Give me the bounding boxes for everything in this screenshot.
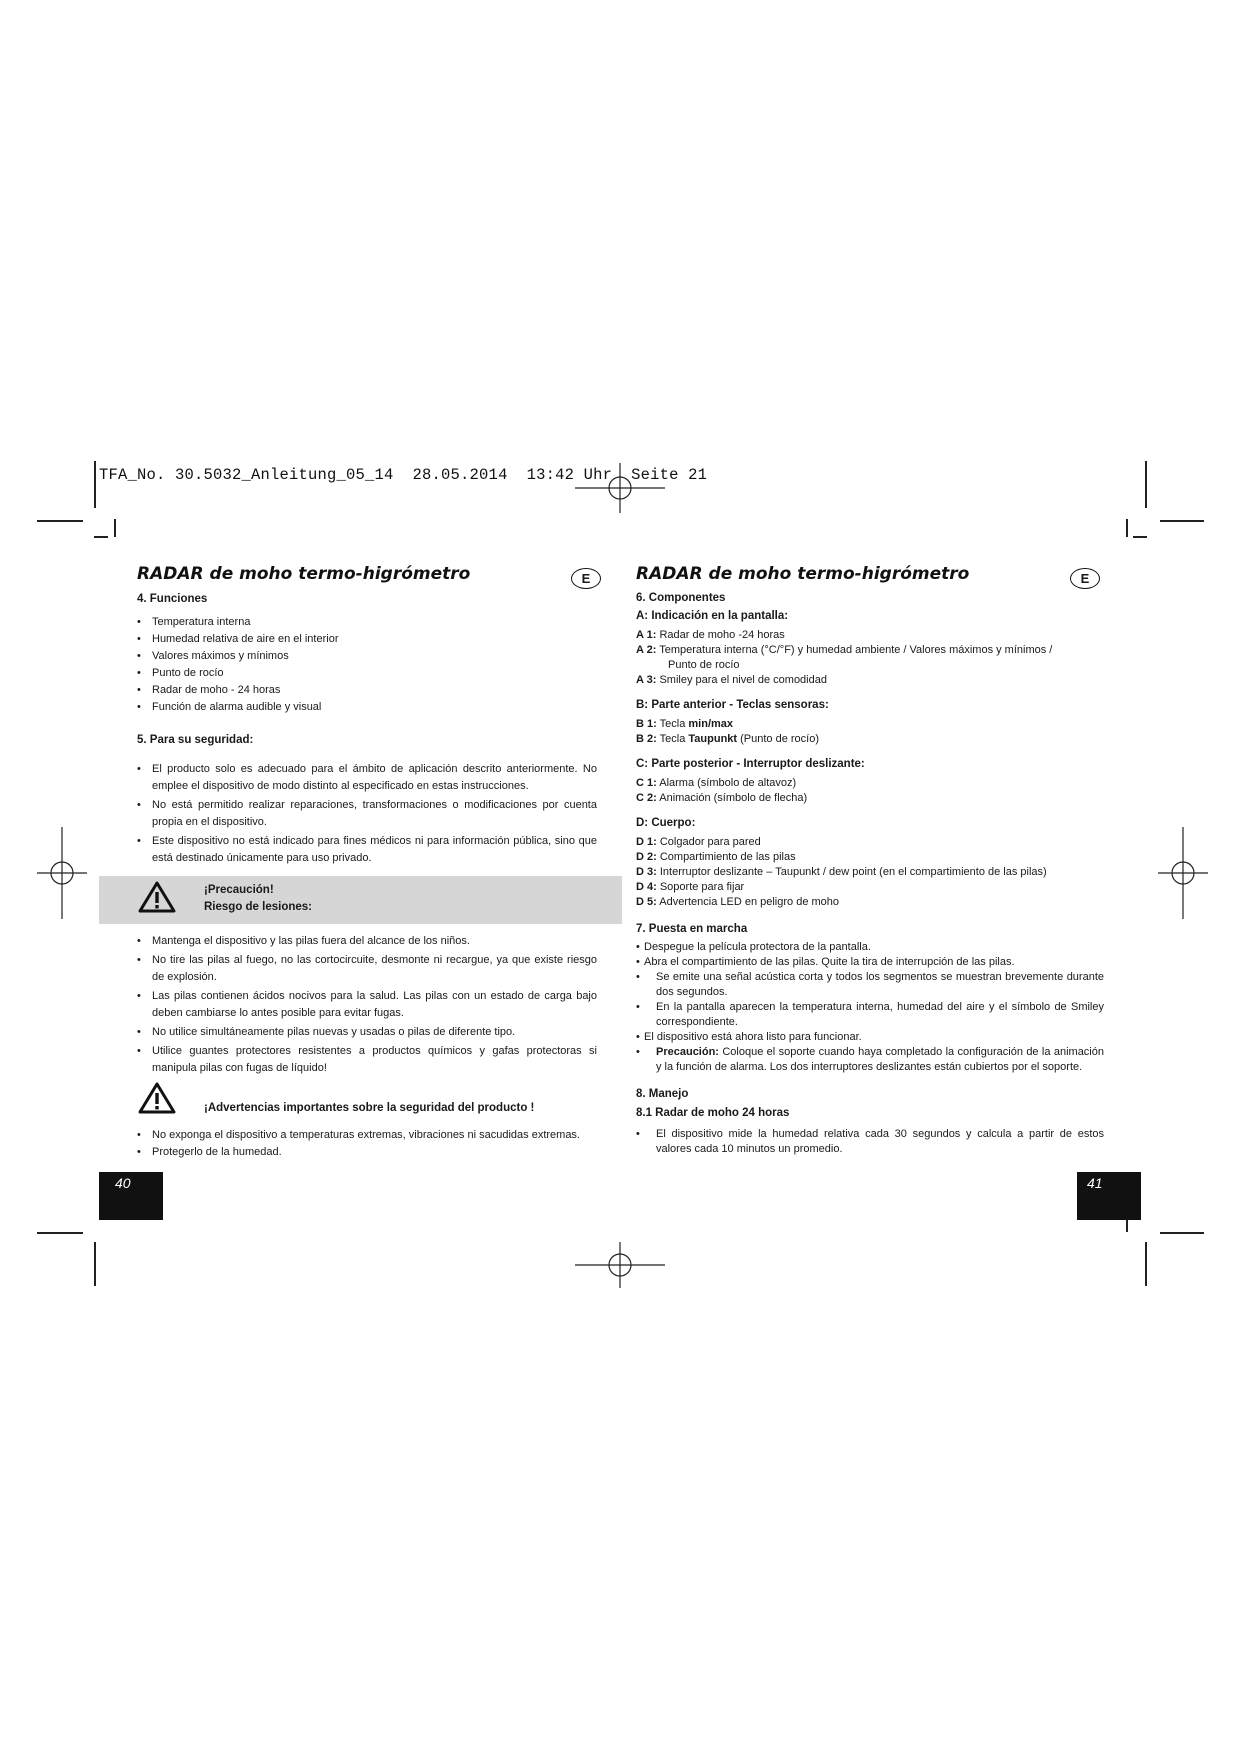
crop-mark [94,461,96,508]
caution-subtitle: Riesgo de lesiones: [204,901,313,913]
item-text: Advertencia LED en peligro de moho [659,896,840,908]
list-item: • Punto de rocío [137,665,597,682]
caution-text [204,882,312,916]
list-item [636,673,1104,688]
crop-mark [1126,519,1128,537]
item-label: A 3: [636,674,657,686]
item-text: Colgador para pared [659,836,761,848]
crop-mark [37,1232,83,1234]
left-page-number [99,1172,163,1220]
list-item [636,717,1104,732]
list-item [636,732,1104,747]
list-item: • Función de alarma audible y visual [137,699,597,716]
front-keys-heading: B: Parte anterior - Teclas sensoras: [636,699,829,711]
caution-band [99,876,622,924]
list-item: • Despegue la película protectora de la pantalla. [636,940,1104,955]
left-page-title: RADAR de moho termo-higrómetro [137,564,471,584]
display-heading: A: Indicación en la pantalla: [636,610,789,622]
crop-mark [1145,1242,1147,1286]
crop-mark [94,536,108,538]
list-item: • Las pilas contienen ácidos nocivos para la salud. Las pilas con un estado de carga bajo deben cambiarse lo antes posible para evitar fugas. [137,988,597,1022]
key-name: Taupunkt [688,733,738,745]
right-language-badge: E [1070,568,1100,589]
registration-mark-icon [575,463,665,513]
list-item: • No exponga el dispositivo a temperaturas extremas, vibraciones ni sacudidas extremas. [137,1127,607,1144]
crop-mark [1126,1220,1128,1232]
item-label: D 3: [636,866,657,878]
functions-heading: 4. Funciones [137,593,208,605]
item-label: D 5: [636,896,657,908]
list-item [636,895,1104,910]
list-item [636,643,1104,658]
list-item: • Protegerlo de la humedad. [137,1144,607,1161]
item-text: Interruptor deslizante – Taupunkt / dew point (en el compartimiento de las pilas) [659,866,1047,878]
list-item [636,628,1104,643]
crop-mark [1133,536,1147,538]
list-item: • Se emite una señal acústica corta y todos los segmentos se muestran brevemente durante dos segundos. [636,970,1104,1000]
crop-mark [94,1242,96,1286]
item-label: B 1: [636,718,657,730]
list-item [636,880,1104,895]
list-item: • Mantenga el dispositivo y las pilas fuera del alcance de los niños. [137,933,597,950]
list-item [636,850,1104,865]
page-number-text: 40 [115,1175,131,1191]
right-page-title: RADAR de moho termo-higrómetro [636,564,970,584]
item-label: A 2: [636,644,657,656]
crop-mark [1160,520,1204,522]
list-item [636,776,1104,791]
item-text: Radar de moho -24 horas [659,629,785,641]
crop-mark [37,520,83,522]
list-item: • Humedad relativa de aire en el interior [137,631,597,648]
list-item: • Radar de moho - 24 horas [137,682,597,699]
product-warning-title: ¡Advertencias importantes sobre la seguridad del producto ! [204,1102,535,1114]
print-slug: TFA_No. 30.5032_Anleitung_05_14 28.05.2014 13:42 Uhr Seite 21 [99,466,708,484]
list-item: • En la pantalla aparecen la temperatura interna, humedad del aire y el símbolo de Smiley correspondiente. [636,1000,1104,1030]
list-item [636,1045,1104,1075]
list-item: • Abra el compartimiento de las pilas. Quite la tira de interrupción de las pilas. [636,955,1104,970]
rear-switch-heading: C: Parte posterior - Interruptor deslizante: [636,758,865,770]
mold-radar-heading: 8.1 Radar de moho 24 horas [636,1107,790,1119]
caution-label: Precaución: [656,1046,719,1058]
item-text: Compartimiento de las pilas [659,851,796,863]
left-column-top [137,591,597,867]
item-text: Soporte para fijar [659,881,745,893]
registration-mark-icon [37,827,87,919]
warning-triangle-icon [138,1081,176,1115]
crop-mark [1145,461,1147,508]
key-name: min/max [688,718,734,730]
crop-mark [1160,1232,1204,1234]
list-item: • No tire las pilas al fuego, no las cortocircuite, desmonte ni recargue, ya que existe riesgo de explosión. [137,952,597,986]
item-text: Alarma (símbolo de altavoz) [659,777,797,789]
body-heading: D: Cuerpo: [636,817,696,829]
item-label: B 2: [636,733,657,745]
list-item: • No utilice simultáneamente pilas nuevas y usadas o pilas de diferente tipo. [137,1024,597,1041]
list-item: • Temperatura interna [137,614,597,631]
list-item: • El producto solo es adecuado para el ámbito de aplicación descrito anteriormente. No emplee el dispositivo de modo distinto al especificado en estas instrucciones. [137,761,597,795]
caution-text: Coloque el soporte cuando haya completado la configuración de la animación y la función de alarma. Los dos interruptores deslizantes están cubiertos por el soporte. [656,1046,1104,1073]
list-item: • Valores máximos y mínimos [137,648,597,665]
item-text: (Punto de rocío) [737,733,820,745]
components-heading: 6. Componentes [636,592,726,604]
startup-heading: 7. Puesta en marcha [636,923,748,935]
item-text: Smiley para el nivel de comodidad [659,674,827,686]
list-item: • El dispositivo mide la humedad relativa cada 30 segundos y calcula a partir de estos valores cada 10 minutos un promedio. [636,1127,1104,1157]
left-column-battery [137,933,597,1077]
left-column-product [137,1127,607,1161]
operation-heading: 8. Manejo [636,1088,689,1100]
caution-title: ¡Precaución! [204,884,274,896]
list-item [636,865,1104,880]
list-item: • Utilice guantes protectores resistentes a productos químicos y gafas protectoras si manipula pilas con fugas de líquido! [137,1043,597,1077]
item-label: C 2: [636,792,657,804]
item-text: Temperatura interna (°C/°F) y humedad ambiente / Valores máximos y mínimos / [659,644,1053,656]
item-label: A 1: [636,629,657,641]
item-label: D 1: [636,836,657,848]
list-item: • El dispositivo está ahora listo para funcionar. [636,1030,1104,1045]
warning-triangle-icon [138,880,176,914]
list-item [636,835,1104,850]
list-item [636,791,1104,806]
item-text: Animación (símbolo de flecha) [659,792,808,804]
page-number-text: 41 [1087,1175,1103,1191]
list-item: • Este dispositivo no está indicado para fines médicos ni para información pública, sino que está destinado únicamente para uso privado. [137,833,597,867]
item-text: Tecla [659,733,689,745]
registration-mark-icon [575,1242,665,1288]
item-text: Tecla [659,718,689,730]
item-label: C 1: [636,777,657,789]
crop-mark [114,519,116,537]
right-page-number [1077,1172,1141,1220]
list-item: • No está permitido realizar reparaciones, transformaciones o modificaciones por cuenta propia en el dispositivo. [137,797,597,831]
left-language-badge: E [571,568,601,589]
item-label: D 4: [636,881,657,893]
registration-mark-icon [1158,827,1208,919]
safety-heading: 5. Para su seguridad: [137,734,254,746]
right-column [636,591,1104,1157]
item-continuation: Punto de rocío [668,659,740,671]
item-label: D 2: [636,851,657,863]
